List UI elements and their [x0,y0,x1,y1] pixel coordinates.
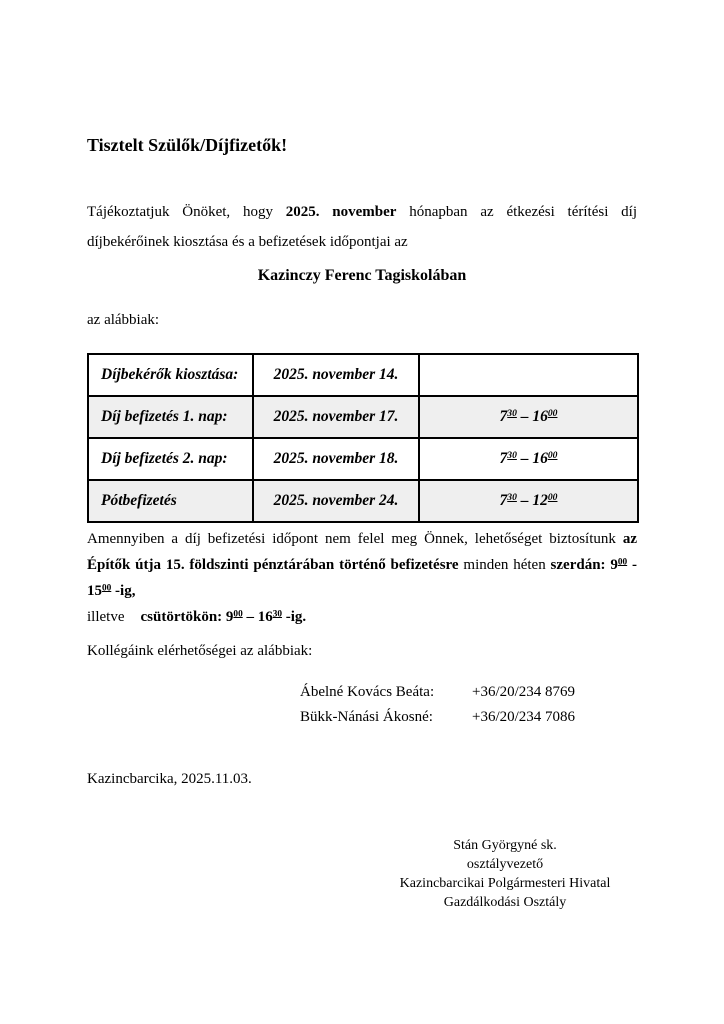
row-label: Díj befizetés 2. nap: [88,438,253,480]
table-row [88,438,638,480]
alt-text-1: Amennyiben a díj befizetési időpont nem felel meg Önnek, lehetőséget biztosítunk [87,531,623,547]
below-label: az alábbiak: [87,312,160,328]
document-title: Tisztelt Szülők/Díjfizetők! [87,135,288,155]
table-row [88,480,638,522]
row-time: $7^{30} - 16^{00}$ [419,396,638,438]
contact-name: Bükk-Nánási Ákosné: [300,709,433,725]
thursday-line [87,604,637,630]
thursday-time: csütörtökön: $9^{00} - 16^{30}$ -ig. [140,609,307,625]
row-time: $7^{30} - 16^{00}$ [419,438,638,480]
contacts-list [300,680,637,730]
row-label: Pótbefizetés [88,480,253,522]
contact-name: Ábelné Kovács Beáta: [300,684,435,700]
row-time [419,354,638,396]
row-date: 2025. november 24. [253,480,419,522]
school-name: Kazinczy Ferenc Tagiskolában [257,267,467,284]
row-date: 2025. november 17. [253,396,419,438]
intro-bold-date: 2025. november [285,204,397,220]
contact-phone: +36/20/234 8769 [472,684,576,700]
row-time: $7^{30} - 12^{00}$ [419,480,638,522]
illetve-text: illetve [87,609,125,625]
table-row [88,354,638,396]
row-date: 2025. november 18. [253,438,419,480]
signature-name: Stán Györgyné sk. [453,838,557,853]
contact-phone: +36/20/234 7086 [472,709,576,725]
intro-paragraph [87,197,637,257]
table-row [88,396,638,438]
signature-block [375,836,635,912]
wednesday-time: szerdán: $9^{00} - 15^{00}$ -ig, [87,557,637,599]
signature-department: Gazdálkodási Osztály [443,895,567,910]
row-label: Díj befizetés 1. nap: [88,396,253,438]
row-label: Díjbekérők kiosztása: [88,354,253,396]
intro-text-1: Tájékoztatjuk Önöket, hogy [87,204,286,220]
contacts-heading: Kollégáink elérhetőségei az alábbiak: [87,643,313,659]
dateline: Kazincbarcika, 2025.11.03. [87,771,252,787]
alt-bold-address: az Építők útja 15. földszinti pénztárában történő befizetésre [87,531,637,573]
alternative-paragraph [87,526,637,604]
intro-text-2: hónapban az étkezési térítési díj díjbekérőinek kiosztása és a befizetések időpontjai az [87,204,637,250]
alt-text-2: minden héten [458,557,551,573]
row-date: 2025. november 14. [253,354,419,396]
signature-office: Kazincbarcikai Polgármesteri Hivatal [399,876,611,891]
schedule-table [87,353,639,523]
signature-role: osztályvezető [466,857,544,872]
